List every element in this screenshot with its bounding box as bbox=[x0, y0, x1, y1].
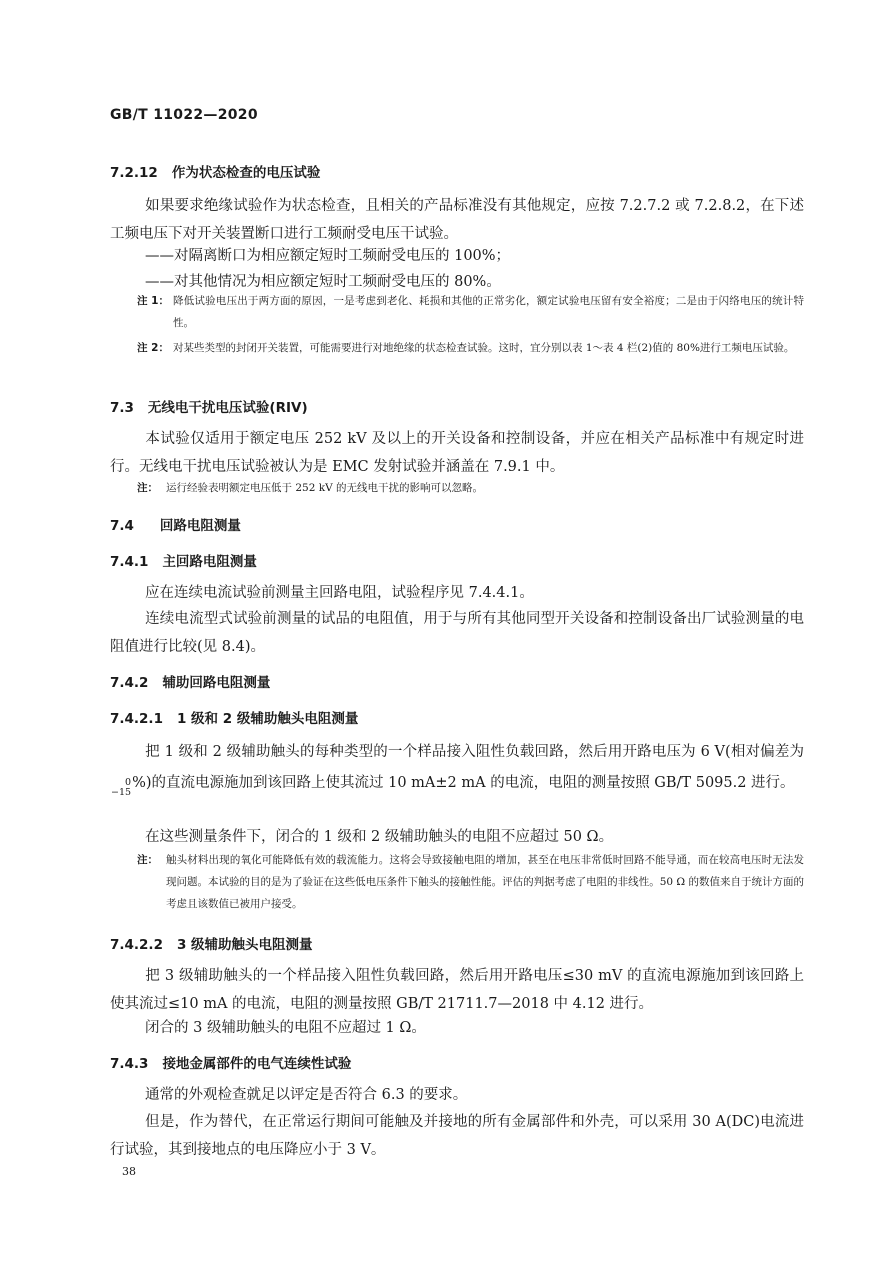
paragraph-text: 但是，作为替代，在正常运行期间可能触及并接地的所有金属部件和外壳，可以采用 30 A(DC)电流进行试验，其到接地点的电压降应小于 3 V。 bbox=[110, 1114, 804, 1158]
section-heading-7-4-3 bbox=[110, 1052, 351, 1072]
section-number: 7.2.12 bbox=[110, 165, 158, 181]
note-7-3 bbox=[137, 477, 804, 499]
paragraph-text: 如果要求绝缘试验作为状态检查，且相关的产品标准没有其他规定，应按 7.2.7.2 或 7.2.8.2，在下述工频电压下对开关装置断口进行工频耐受电压干试验。 bbox=[110, 198, 804, 242]
note-text: 对某些类型的封闭开关装置，可能需要进行对地绝缘的状态检查试验。这时，宜分别以表 1～表 4 栏(2)值的 80%进行工频电压试验。 bbox=[173, 342, 795, 354]
paragraph-text: 连续电流型式试验前测量的试品的电阻值，用于与所有其他同型开关设备和控制设备出厂试验测量的电阻值进行比较(见 8.4)。 bbox=[110, 611, 804, 655]
section-number: 7.3 bbox=[110, 400, 134, 416]
paragraph-text: 在这些测量条件下，闭合的 1 级和 2 级辅助触头的电阻不应超过 50 Ω。 bbox=[145, 829, 614, 845]
note-text: 降低试验电压出于两方面的原因，一是考虑到老化、耗损和其他的正常劣化，额定试验电压留有安全裕度；二是由于闪络电压的统计特性。 bbox=[173, 295, 804, 329]
section-heading-7-4-1 bbox=[110, 550, 257, 570]
section-heading-7-3 bbox=[110, 396, 308, 416]
section-title: 主回路电阻测量 bbox=[162, 554, 257, 570]
paragraph-text-cont: )的直流电源施加到该回路上使其流过 10 mA±2 mA 的电流，电阻的测量按照 GB/T 5095.2 进行。 bbox=[145, 775, 795, 791]
paragraph-text: 闭合的 3 级辅助触头的电阻不应超过 1 Ω。 bbox=[145, 1020, 426, 1036]
list-item-80: ——对其他情况为相应额定短时工频耐受电压的 80%。 bbox=[145, 274, 501, 290]
section-title: 辅助回路电阻测量 bbox=[162, 675, 271, 691]
list-item-100: ——对隔离断口为相应额定短时工频耐受电压的 100%； bbox=[145, 248, 511, 264]
paragraph-7-4-3-b bbox=[110, 1108, 804, 1164]
paragraph-7-4-2-1-b bbox=[110, 823, 804, 851]
tolerance-fraction bbox=[111, 778, 131, 798]
note-label: 注： bbox=[137, 854, 158, 866]
note-label: 注 1： bbox=[137, 295, 169, 307]
paragraph-text: 通常的外观检查就足以评定是否符合 6.3 的要求。 bbox=[145, 1087, 468, 1103]
section-heading-7-4-2 bbox=[110, 671, 270, 691]
paragraph-text: 把 3 级辅助触头的一个样品接入阻性负载回路，然后用开路电压≤30 mV 的直流电源施加到该回路上使其流过≤10 mA 的电流，电阻的测量按照 GB/T 21711.7—2018 中 4.12 进行。 bbox=[110, 968, 804, 1012]
section-title: 接地金属部件的电气连续性试验 bbox=[162, 1056, 352, 1072]
section-number: 7.4.3 bbox=[110, 1056, 149, 1072]
tolerance-upper: 0 bbox=[125, 777, 132, 788]
note-7-4-2-1 bbox=[137, 849, 804, 915]
tolerance-lower: −15 bbox=[111, 787, 132, 798]
section-heading-7-4-2-1 bbox=[110, 707, 358, 727]
note-1 bbox=[137, 290, 804, 334]
section-number: 7.4 bbox=[110, 518, 134, 534]
section-number: 7.4.2.2 bbox=[110, 937, 163, 953]
section-heading-7-4 bbox=[110, 514, 241, 534]
paragraph-7-4-2-2-a bbox=[110, 962, 804, 1018]
paragraph-7-4-3-a bbox=[110, 1081, 804, 1109]
page-number: 38 bbox=[122, 1165, 136, 1178]
paragraph-7-4-2-1-a bbox=[110, 737, 804, 799]
section-title: 3 级辅助触头电阻测量 bbox=[176, 937, 313, 953]
tolerance-unit: % bbox=[132, 775, 146, 791]
paragraph-7-4-2-2-b bbox=[110, 1014, 804, 1042]
section-title: 1 级和 2 级辅助触头电阻测量 bbox=[176, 711, 359, 727]
paragraph-7-4-1-a bbox=[110, 579, 804, 607]
paragraph-text: 应在连续电流试验前测量主回路电阻，试验程序见 7.4.4.1。 bbox=[145, 585, 534, 601]
section-heading-7-4-2-2 bbox=[110, 933, 313, 953]
section-title: 回路电阻测量 bbox=[159, 518, 241, 534]
paragraph-7-4-1-b bbox=[110, 605, 804, 661]
note-2 bbox=[137, 337, 804, 359]
note-label: 注： bbox=[137, 482, 158, 494]
paragraph-text: 本试验仅适用于额定电压 252 kV 及以上的开关设备和控制设备，并应在相关产品标准中有规定时进行。无线电干扰电压试验被认为是 EMC 发射试验并涵盖在 7.9.1 中。 bbox=[110, 431, 804, 475]
paragraph-7-3 bbox=[110, 425, 804, 481]
note-label: 注 2： bbox=[137, 342, 169, 354]
section-number: 7.4.1 bbox=[110, 554, 149, 570]
note-text: 触头材料出现的氧化可能降低有效的载流能力。这将会导致接触电阻的增加，甚至在电压非常低时回路不能导通，而在较高电压时无法发现问题。本试验的目的是为了验证在这些低电压条件下触头的接触性能。评估的判据考虑了电阻的非线性。50 Ω 的数值来自于统计方面的考虑且该数值已被用户接受。 bbox=[166, 854, 804, 910]
section-number: 7.4.2 bbox=[110, 675, 149, 691]
section-heading-7-2-12 bbox=[110, 161, 320, 181]
note-text: 运行经验表明额定电压低于 252 kV 的无线电干扰的影响可以忽略。 bbox=[166, 482, 483, 494]
standard-header: GB/T 11022—2020 bbox=[110, 107, 258, 123]
paragraph-7-2-12 bbox=[110, 192, 804, 248]
section-title: 作为状态检查的电压试验 bbox=[171, 165, 321, 181]
section-title: 无线电干扰电压试验(RIV) bbox=[147, 400, 308, 416]
paragraph-text: 把 1 级和 2 级辅助触头的每种类型的一个样品接入阻性负载回路，然后用开路电压为 6 V(相对偏差为 bbox=[145, 744, 804, 760]
section-number: 7.4.2.1 bbox=[110, 711, 163, 727]
